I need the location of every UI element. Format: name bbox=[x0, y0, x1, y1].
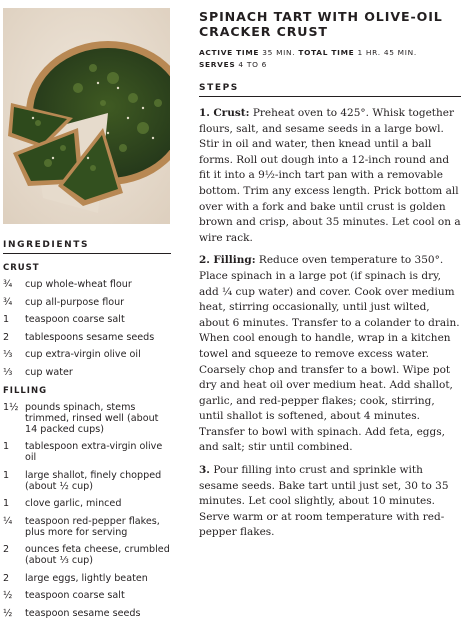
ingredient-name: teaspoon coarse salt bbox=[25, 590, 125, 601]
serves-value: 4 TO 6 bbox=[238, 60, 268, 69]
step-text: Reduce oven temperature to 350°. Place spinach in a large pot (if spinach is dry, add ¼ cup water) and cover. Cook over medium heat, stirring occasionally, until just wilted, about 6 minutes. Transfer to a colander to drain. When cool enough to handle, wrap in a kitchen towel and squeeze to remove excess water. Coarsely chop and transfer to a bowl. Wipe pot dry and heat oil over medium heat. Add shallot, garlic, and red-pepper flakes; cook, stirring, until shallot is softened, about 4 minutes. Transfer to bowl with spinach. Add feta, eggs, and salt; stir until combined. bbox=[199, 254, 460, 454]
ingredient-qty: ⅓ bbox=[3, 349, 13, 360]
recipe-title: SPINACH TART WITH OLIVE-OIL CRACKER CRUST bbox=[199, 9, 443, 39]
ingredients-column bbox=[3, 240, 171, 625]
ingredient-item bbox=[3, 498, 171, 509]
ingredients-heading: INGREDIENTS bbox=[3, 240, 171, 254]
ingredient-item bbox=[3, 367, 171, 378]
ingredient-qty: ¼ bbox=[3, 515, 13, 527]
recipe-times bbox=[199, 47, 461, 59]
ingredient-item bbox=[3, 590, 171, 601]
ingredient-name: teaspoon sesame seeds bbox=[25, 607, 141, 619]
recipe-serves bbox=[199, 59, 461, 71]
ingredient-qty: 2 bbox=[3, 544, 10, 555]
recipe-step bbox=[199, 106, 461, 246]
step-label: Crust: bbox=[213, 107, 250, 119]
total-time-value: 1 HR. 45 MIN. bbox=[357, 48, 417, 57]
ingredient-name: cup extra-virgin olive oil bbox=[25, 349, 141, 360]
serves-label: SERVES bbox=[199, 60, 236, 69]
ingredient-name: cup all-purpose flour bbox=[25, 296, 125, 308]
ingredient-item bbox=[3, 332, 171, 343]
steps-heading: STEPS bbox=[199, 83, 461, 97]
ingredient-qty: 2 bbox=[3, 331, 10, 343]
ingredient-item bbox=[3, 314, 171, 325]
ingredient-item bbox=[3, 544, 171, 566]
ingredient-qty: ⅓ bbox=[3, 366, 13, 378]
ingredient-item bbox=[3, 349, 171, 360]
ingredient-name: large eggs, lightly beaten bbox=[25, 572, 148, 584]
ingredient-qty: ½ bbox=[3, 607, 13, 619]
ingredient-name: clove garlic, minced bbox=[25, 498, 122, 509]
ingredient-qty: ½ bbox=[3, 590, 13, 601]
total-time-label: TOTAL TIME bbox=[298, 48, 355, 57]
ingredient-name: tablespoons sesame seeds bbox=[25, 331, 155, 343]
ingredient-name: ounces feta cheese, crumbled (about ⅓ cup) bbox=[25, 544, 170, 566]
ingredient-qty: 1 bbox=[3, 498, 10, 509]
ingredient-item bbox=[3, 608, 171, 619]
ingredient-qty: 1 bbox=[3, 314, 10, 325]
ingredient-name: cup water bbox=[25, 366, 73, 378]
ingredient-item bbox=[3, 402, 171, 435]
ingredient-name: large shallot, finely chopped (about ½ cup) bbox=[25, 469, 162, 492]
ingredient-name: teaspoon coarse salt bbox=[25, 314, 125, 325]
ingredient-qty: ¾ bbox=[3, 296, 13, 308]
ingredient-name: teaspoon red-pepper flakes, plus more for serving bbox=[25, 515, 160, 538]
recipe-step bbox=[199, 463, 461, 541]
ingredient-name: tablespoon extra-virgin olive oil bbox=[25, 441, 163, 463]
ingredient-item bbox=[3, 516, 171, 538]
ingredient-qty: 1 bbox=[3, 469, 10, 481]
ingredient-name: pounds spinach, stems trimmed, rinsed well (about 14 packed cups) bbox=[25, 401, 159, 435]
ingredient-item bbox=[3, 297, 171, 308]
step-number: 3. bbox=[199, 464, 210, 477]
step-label: Filling: bbox=[213, 254, 256, 267]
ingredient-group-label: CRUST bbox=[3, 263, 40, 273]
ingredient-item bbox=[3, 279, 171, 290]
active-time-value: 35 MIN. bbox=[262, 48, 296, 57]
spinach-tart-illustration bbox=[3, 8, 170, 224]
step-number: 2. bbox=[199, 254, 210, 267]
recipe-step bbox=[199, 253, 461, 456]
ingredient-item bbox=[3, 470, 171, 492]
step-text: Preheat oven to 425°. Whisk together flours, salt, and sesame seeds in a large bowl. Stir in oil and water, then knead until a ball forms. Roll out dough into a 12-inch round and fit it into a 9½-inch tart pan with a removable bottom. Trim any excess length. Prick bottom all over with a fork and bake until crust is golden brown and crisp, about 35 minutes. Let cool on a wire rack. bbox=[199, 107, 461, 244]
spinach-tart-photo bbox=[3, 8, 170, 224]
ingredient-qty: 1 bbox=[3, 441, 10, 452]
active-time-label: ACTIVE TIME bbox=[199, 48, 260, 57]
ingredient-qty: 2 bbox=[3, 572, 10, 584]
ingredient-item bbox=[3, 573, 171, 584]
ingredient-qty: ¾ bbox=[3, 279, 13, 290]
recipe-main-column bbox=[199, 9, 461, 548]
ingredient-group-label: FILLING bbox=[3, 385, 48, 396]
ingredient-item bbox=[3, 441, 171, 463]
ingredient-qty: 1½ bbox=[3, 401, 19, 413]
ingredient-name: cup whole-wheat flour bbox=[25, 279, 132, 290]
step-number: 1. bbox=[199, 107, 210, 119]
step-text: Pour filling into crust and sprinkle with sesame seeds. Bake tart until just set, 30 to 35 minutes. Let cool slightly, about 10 minutes. Serve warm or at room temperature with red-pepper flakes. bbox=[199, 464, 449, 539]
